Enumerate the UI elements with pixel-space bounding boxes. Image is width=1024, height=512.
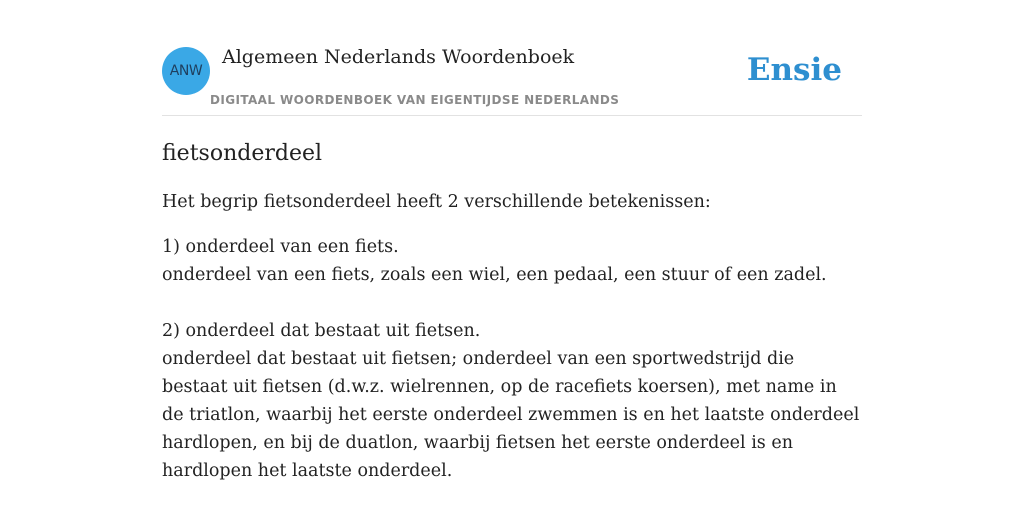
site-title[interactable]: Algemeen Nederlands Woordenboek <box>222 46 575 68</box>
header-divider <box>162 115 862 116</box>
sense-2 <box>162 317 862 485</box>
entry-intro: Het begrip fietsonderdeel heeft 2 verschillende betekenissen: <box>162 192 711 212</box>
sense-definition: onderdeel van een fiets, zoals een wiel, een pedaal, een stuur of een zadel. <box>162 265 827 285</box>
sense-heading: 2) onderdeel dat bestaat uit fietsen. <box>162 321 481 341</box>
entry-term: fietsonderdeel <box>162 141 323 166</box>
site-subtitle: DIGITAAL WOORDENBOEK VAN EIGENTIJDSE NEDERLANDS <box>210 93 620 107</box>
sense-1 <box>162 233 862 289</box>
ensie-brand-logo[interactable]: Ensie <box>746 52 842 88</box>
entry-content <box>162 136 862 485</box>
anw-logo[interactable] <box>162 47 210 95</box>
site-header <box>162 46 862 116</box>
sense-heading: 1) onderdeel van een fiets. <box>162 237 399 257</box>
anw-logo-text: ANW <box>169 63 203 79</box>
sense-definition: onderdeel dat bestaat uit fietsen; onderdeel van een sportwedstrijd die bestaat uit fietsen (d.w.z. wielrennen, op de racefiets koersen), met name in de triatlon, waarbij het eerste onderdeel zwemmen is en het laatste onderdeel hardlopen, en bij de duatlon, waarbij fietsen het eerste onderdeel is en hardlopen het laatste onderdeel. <box>162 349 860 481</box>
